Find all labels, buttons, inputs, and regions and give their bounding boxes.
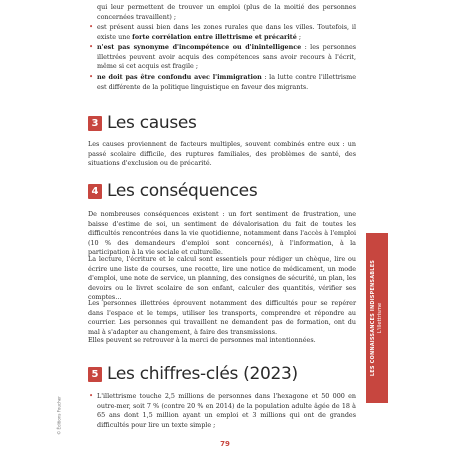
section-heading-consequences (88, 180, 257, 202)
bullet-text: : la lutte contre l'illettrisme est différente de la politique linguistique en faveur des migrants. (97, 72, 356, 91)
section-number-badge: 3 (88, 116, 102, 131)
copyright-notice (54, 385, 64, 445)
list-item (88, 392, 356, 430)
paragraph: Les causes proviennent de facteurs multiples, souvent combinés entre eux : un passé scolaire difficile, des ruptures familiales, des problèmes de santé, des situations d'exclusion ou de précarité. (88, 140, 356, 168)
section-heading-key-figures (88, 363, 298, 385)
paragraph: Les personnes illettrées éprouvent notamment des difficultés pour se repérer dans l'espace et le temps, utiliser les transports, comprendre et répondre au courrier. Les personnes qui travaillent ne demandent pas de formation, ont du mal à s'adapter au changement, à faire des transmissions. (88, 299, 356, 336)
paragraph: Elles peuvent se retrouver à la merci de personnes mal intentionnées. (88, 336, 316, 344)
bullet-emphasis: n'est pas synonyme d'incompétence ou d'inintelligence (97, 43, 302, 52)
page-number: 79 (220, 440, 230, 448)
paragraph: De nombreuses conséquences existent : un fort sentiment de frustration, une baisse d'estime de soi, un sentiment de dévalorisation du fait de toutes les difficultés rencontrées dans la vie quotidienne, notamment dans l'accès à l'emploi (10 % des demandeurs d'emploi sont concernés), à l'information, à la participation à la vie sociale et culturelle. (88, 210, 356, 257)
list-item (88, 23, 356, 42)
bullet-text: : les personnes illettrées peuvent avoir acquis des compétences sans avoir recours à l'écrit, même si cet acquis est fragile ; (97, 43, 357, 71)
bullet-text: ; (296, 32, 301, 41)
list-item (88, 73, 356, 92)
bullet-text: L'illettrisme touche 2,5 millions de personnes dans l'hexagone et 50 000 en outre-mer, soit 7 % (contre 20 % en 2014) de la population adulte âgée de 18 à 65 ans dont 1,5 million ayant un emploi et 3 millions qui ont de grandes difficultés pour lire un texte simple ; (97, 392, 356, 429)
side-tab-category: LES CONNAISSANCES INDISPENSABLES (370, 259, 377, 377)
key-figures-list (88, 392, 356, 431)
list-item (88, 3, 356, 22)
section-title: Les causes (107, 113, 197, 133)
bullet-emphasis: forte corrélation entre illettrisme et précarité (132, 32, 297, 41)
side-tab-chapter: L'illettrisme (377, 302, 384, 334)
bullet-text: qui leur permettent de trouver un emploi (plus de la moitié des personnes concernées travaillent) ; (97, 3, 356, 21)
intro-bullet-list (88, 3, 356, 23)
list-item (88, 43, 356, 72)
section-number-badge: 4 (88, 184, 102, 199)
copyright-text: © Éditions Foucher (56, 395, 62, 435)
chapter-side-tab-label (366, 233, 388, 403)
section-title: Les chiffres-clés (2023) (107, 364, 298, 384)
paragraph: La lecture, l'écriture et le calcul sont essentiels pour rédiger un chèque, lire ou écrire une liste de courses, une recette, lire une notice de médicament, un mode d'emploi, une note de service, un planning, des consignes de sécurité, un plan, les devoirs ou le livret scolaire de son enfant, calculer des quantités, vérifier ses comptes… (88, 255, 356, 302)
bullet-text: est présent aussi bien dans les zones rurales que dans les villes. Toutefois, il existe une (97, 23, 356, 41)
intro-bullet-list-main (88, 23, 356, 93)
section-title: Les conséquences (107, 181, 258, 201)
bullet-emphasis: ne doit pas être confondu avec l'immigration (97, 72, 262, 81)
section-number-badge: 5 (88, 367, 102, 382)
section-heading-causes (88, 112, 197, 134)
